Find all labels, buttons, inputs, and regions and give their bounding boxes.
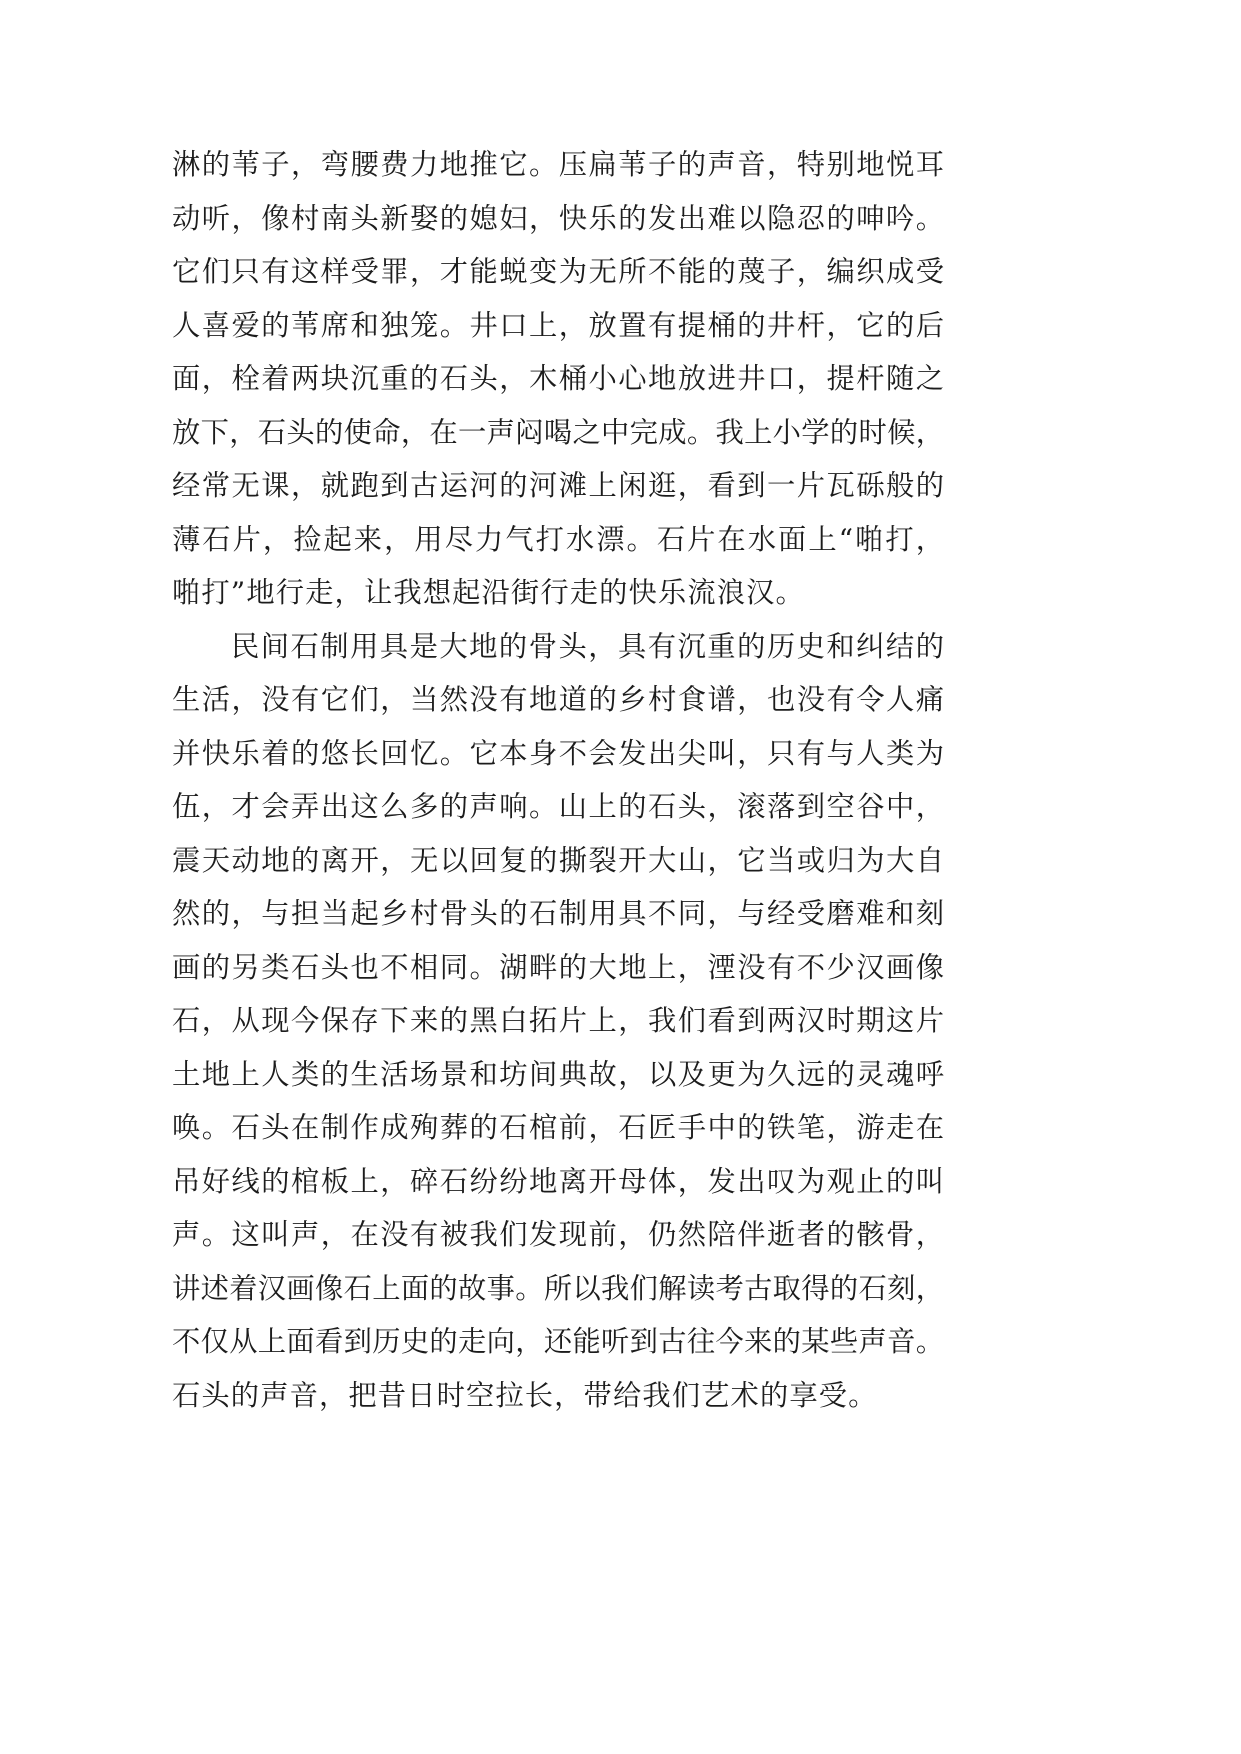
- text-line: 啪打”地行走，让我想起沿街行走的快乐流浪汉。: [172, 576, 805, 609]
- text-line: 民间石制用具是大地的骨头，具有沉重的历史和纠结的: [231, 629, 944, 663]
- text-line: 声。这叫声，在没有被我们发现前，仍然陪伴逝者的骸骨，: [172, 1218, 944, 1251]
- text-line: 面，栓着两块沉重的石头，木桶小心地放进井口，提杆随之: [172, 362, 944, 395]
- text-line: 动听，像村南头新娶的媳妇，快乐的发出难以隐忍的呻吟。: [172, 201, 944, 235]
- text-line: 然的，与担当起乡村骨头的石制用具不同，与经受磨难和刻: [172, 897, 944, 930]
- text-line: 石，从现今保存下来的黑白拓片上，我们看到两汉时期这片: [172, 1004, 944, 1037]
- text-line: 吊好线的棺板上，碎石纷纷地离开母体，发出叹为观止的叫: [172, 1164, 944, 1198]
- text-line: 讲述着汉画像石上面的故事。所以我们解读考古取得的石刻，: [172, 1271, 944, 1305]
- text-line: 并快乐着的悠长回忆。它本身不会发出尖叫，只有与人类为: [172, 736, 944, 770]
- text-line: 唤。石头在制作成殉葬的石棺前，石匠手中的铁笔，游走在: [172, 1111, 944, 1144]
- text-line: 石头的声音，把昔日时空拉长，带给我们艺术的享受。: [172, 1378, 878, 1412]
- text-line: 画的另类石头也不相同。湖畔的大地上，湮没有不少汉画像: [172, 950, 944, 984]
- text-line: 放下，石头的使命，在一声闷喝之中完成。我上小学的时候，: [172, 415, 944, 449]
- text-line: 淋的苇子，弯腰费力地推它。压扁苇子的声音，特别地悦耳: [172, 148, 944, 181]
- text-line: 土地上人类的生活场景和坊间典故，以及更为久远的灵魂呼: [172, 1057, 944, 1091]
- text-line: 不仅从上面看到历史的走向，还能听到古往今来的某些声音。: [172, 1325, 944, 1358]
- text-line: 它们只有这样受罪，才能蜕变为无所不能的蔑子，编织成受: [172, 255, 944, 288]
- text-line: 薄石片，捡起来，用尽力气打水漂。石片在水面上“啪打，: [172, 522, 944, 556]
- paragraph: [172, 138, 944, 620]
- text-line: 生活，没有它们，当然没有地道的乡村食谱，也没有令人痛: [172, 683, 944, 716]
- text-line: 人喜爱的苇席和独笼。井口上，放置有提桶的井杆，它的后: [172, 308, 944, 342]
- text-line: 经常无课，就跑到古运河的河滩上闲逛，看到一片瓦砾般的: [172, 469, 944, 502]
- text-line: 震天动地的离开，无以回复的撕裂开大山，它当或归为大自: [172, 843, 944, 877]
- document-body: [172, 138, 944, 1422]
- text-line: 伍，才会弄出这么多的声响。山上的石头，滚落到空谷中，: [172, 790, 944, 823]
- paragraph: [172, 620, 944, 1423]
